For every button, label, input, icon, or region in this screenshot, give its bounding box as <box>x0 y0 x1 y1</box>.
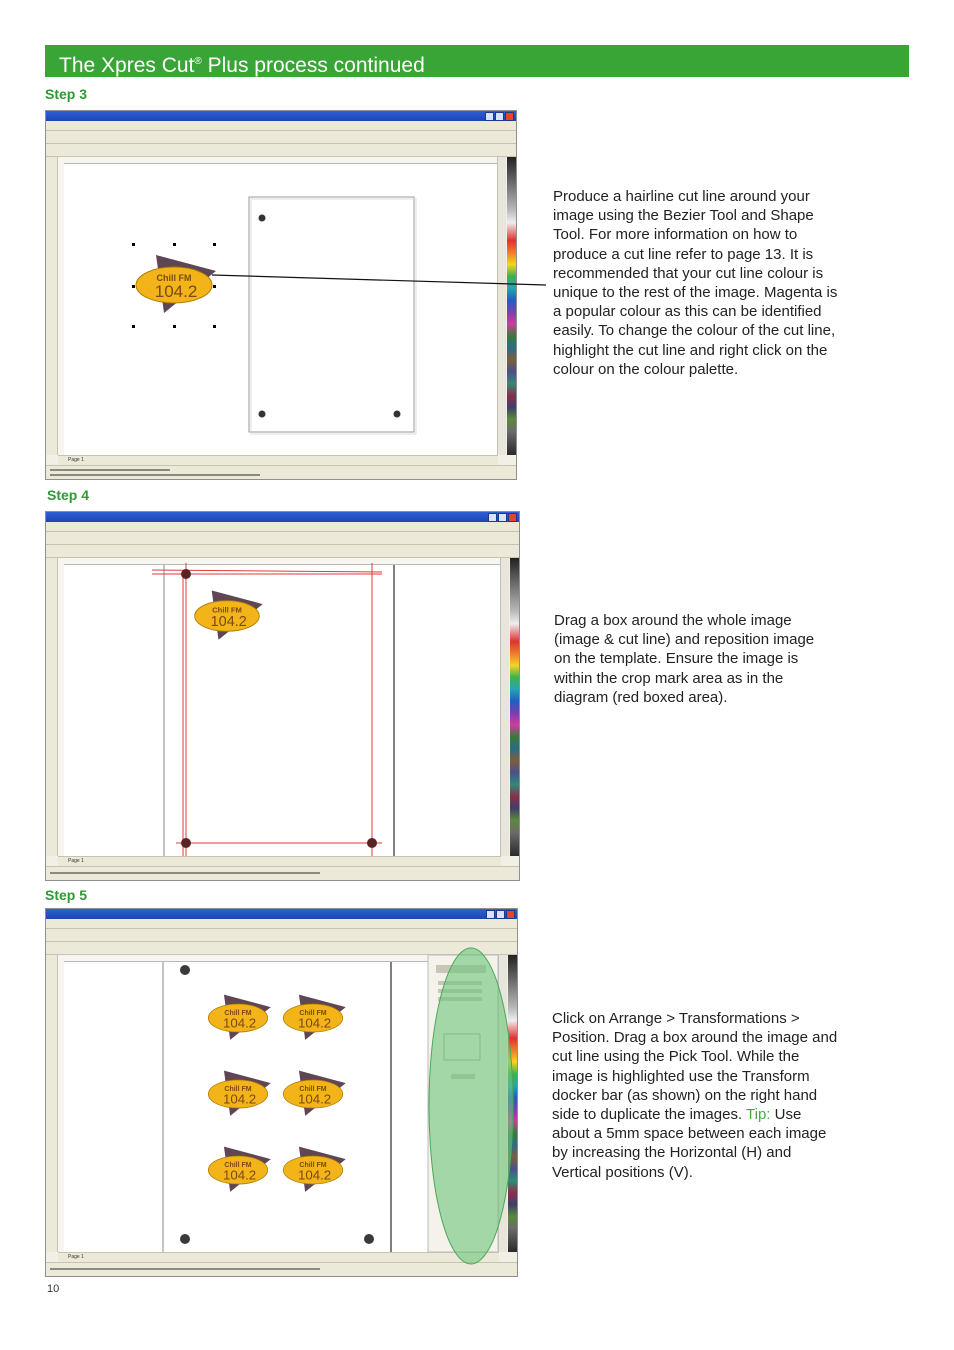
logo-line-2: 104.2 <box>210 614 247 631</box>
registration-mark <box>181 569 191 579</box>
registration-mark <box>181 838 191 848</box>
logo-line-2: 104.2 <box>222 1091 257 1107</box>
logo-line-1: Chill FM <box>299 1009 327 1017</box>
logo-line-2: 104.2 <box>297 1167 332 1183</box>
registration-mark <box>259 411 266 418</box>
logo-line-2: 104.2 <box>297 1015 332 1031</box>
chill-fm-logo <box>208 1071 270 1116</box>
step-5-description: Click on Arrange > Transformations > Position. Drag a box around the image and cut line using the Pick Tool. While the image is highlighted use the Transform docker bar (as shown) on the right hand side to duplicate the images. Tip: Use about a 5mm space between each image by increasing the Horizontal (H) and Vertical positions (V). <box>552 1010 838 1181</box>
logo-line-1: Chill FM <box>224 1085 252 1093</box>
page-tab-label: Page 1 <box>68 457 84 463</box>
step-5-label: Step 5 <box>45 887 88 903</box>
step-4-label: Step 4 <box>47 487 90 503</box>
step-5-artwork <box>46 909 517 1276</box>
docker-highlight <box>429 948 513 1264</box>
logo-line-2: 104.2 <box>222 1167 257 1183</box>
step-5-screenshot <box>45 908 518 1277</box>
registration-mark <box>364 1234 374 1244</box>
chill-fm-logo <box>208 995 270 1040</box>
chill-fm-logo <box>208 1147 270 1192</box>
logo-line-1: Chill FM <box>156 273 192 283</box>
chill-fm-logo <box>283 995 345 1040</box>
step-4-artwork <box>46 512 519 880</box>
registration-mark <box>180 965 190 975</box>
registration-mark <box>394 411 401 418</box>
page-number: 10 <box>47 1283 60 1295</box>
logo-line-2: 104.2 <box>154 282 198 301</box>
logo-line-1: Chill FM <box>212 605 242 615</box>
page-tab-label: Page 1 <box>68 1254 84 1260</box>
page-title: The Xpres Cut® Plus process continued <box>59 54 425 77</box>
logo-line-1: Chill FM <box>299 1161 327 1169</box>
chill-fm-logo <box>283 1071 345 1116</box>
registration-mark <box>180 1234 190 1244</box>
tip-label: Tip: <box>746 1106 771 1124</box>
logo-line-1: Chill FM <box>299 1085 327 1093</box>
step-3-description: Produce a hairline cut line around your image using the Bezier Tool and Shape Tool. For more information on how to produce a cut line refer to page 13. It is recommended that your cut line colour is unique to the rest of the image. Magenta is a popular colour as this can be identified easily. To change the colour of the cut line, highlight the cut line and right click on the colour on the colour palette. <box>553 188 838 378</box>
logo-line-2: 104.2 <box>222 1015 257 1031</box>
logo-grid <box>208 995 345 1192</box>
registration-mark <box>367 838 377 848</box>
chill-fm-logo <box>283 1147 345 1192</box>
step-4-screenshot <box>45 511 520 881</box>
logo-line-1: Chill FM <box>224 1009 252 1017</box>
step-4-description: Drag a box around the whole image (image & cut line) and reposition image on the template. Ensure the image is within the crop mark area as in the diagram (red boxed area). <box>554 612 815 706</box>
logo-line-2: 104.2 <box>297 1091 332 1107</box>
page-tab-label: Page 1 <box>68 858 84 864</box>
crop-mark-box <box>152 563 382 856</box>
chill-fm-logo <box>195 591 263 640</box>
logo-line-1: Chill FM <box>224 1161 252 1169</box>
step-3-label: Step 3 <box>45 86 88 102</box>
